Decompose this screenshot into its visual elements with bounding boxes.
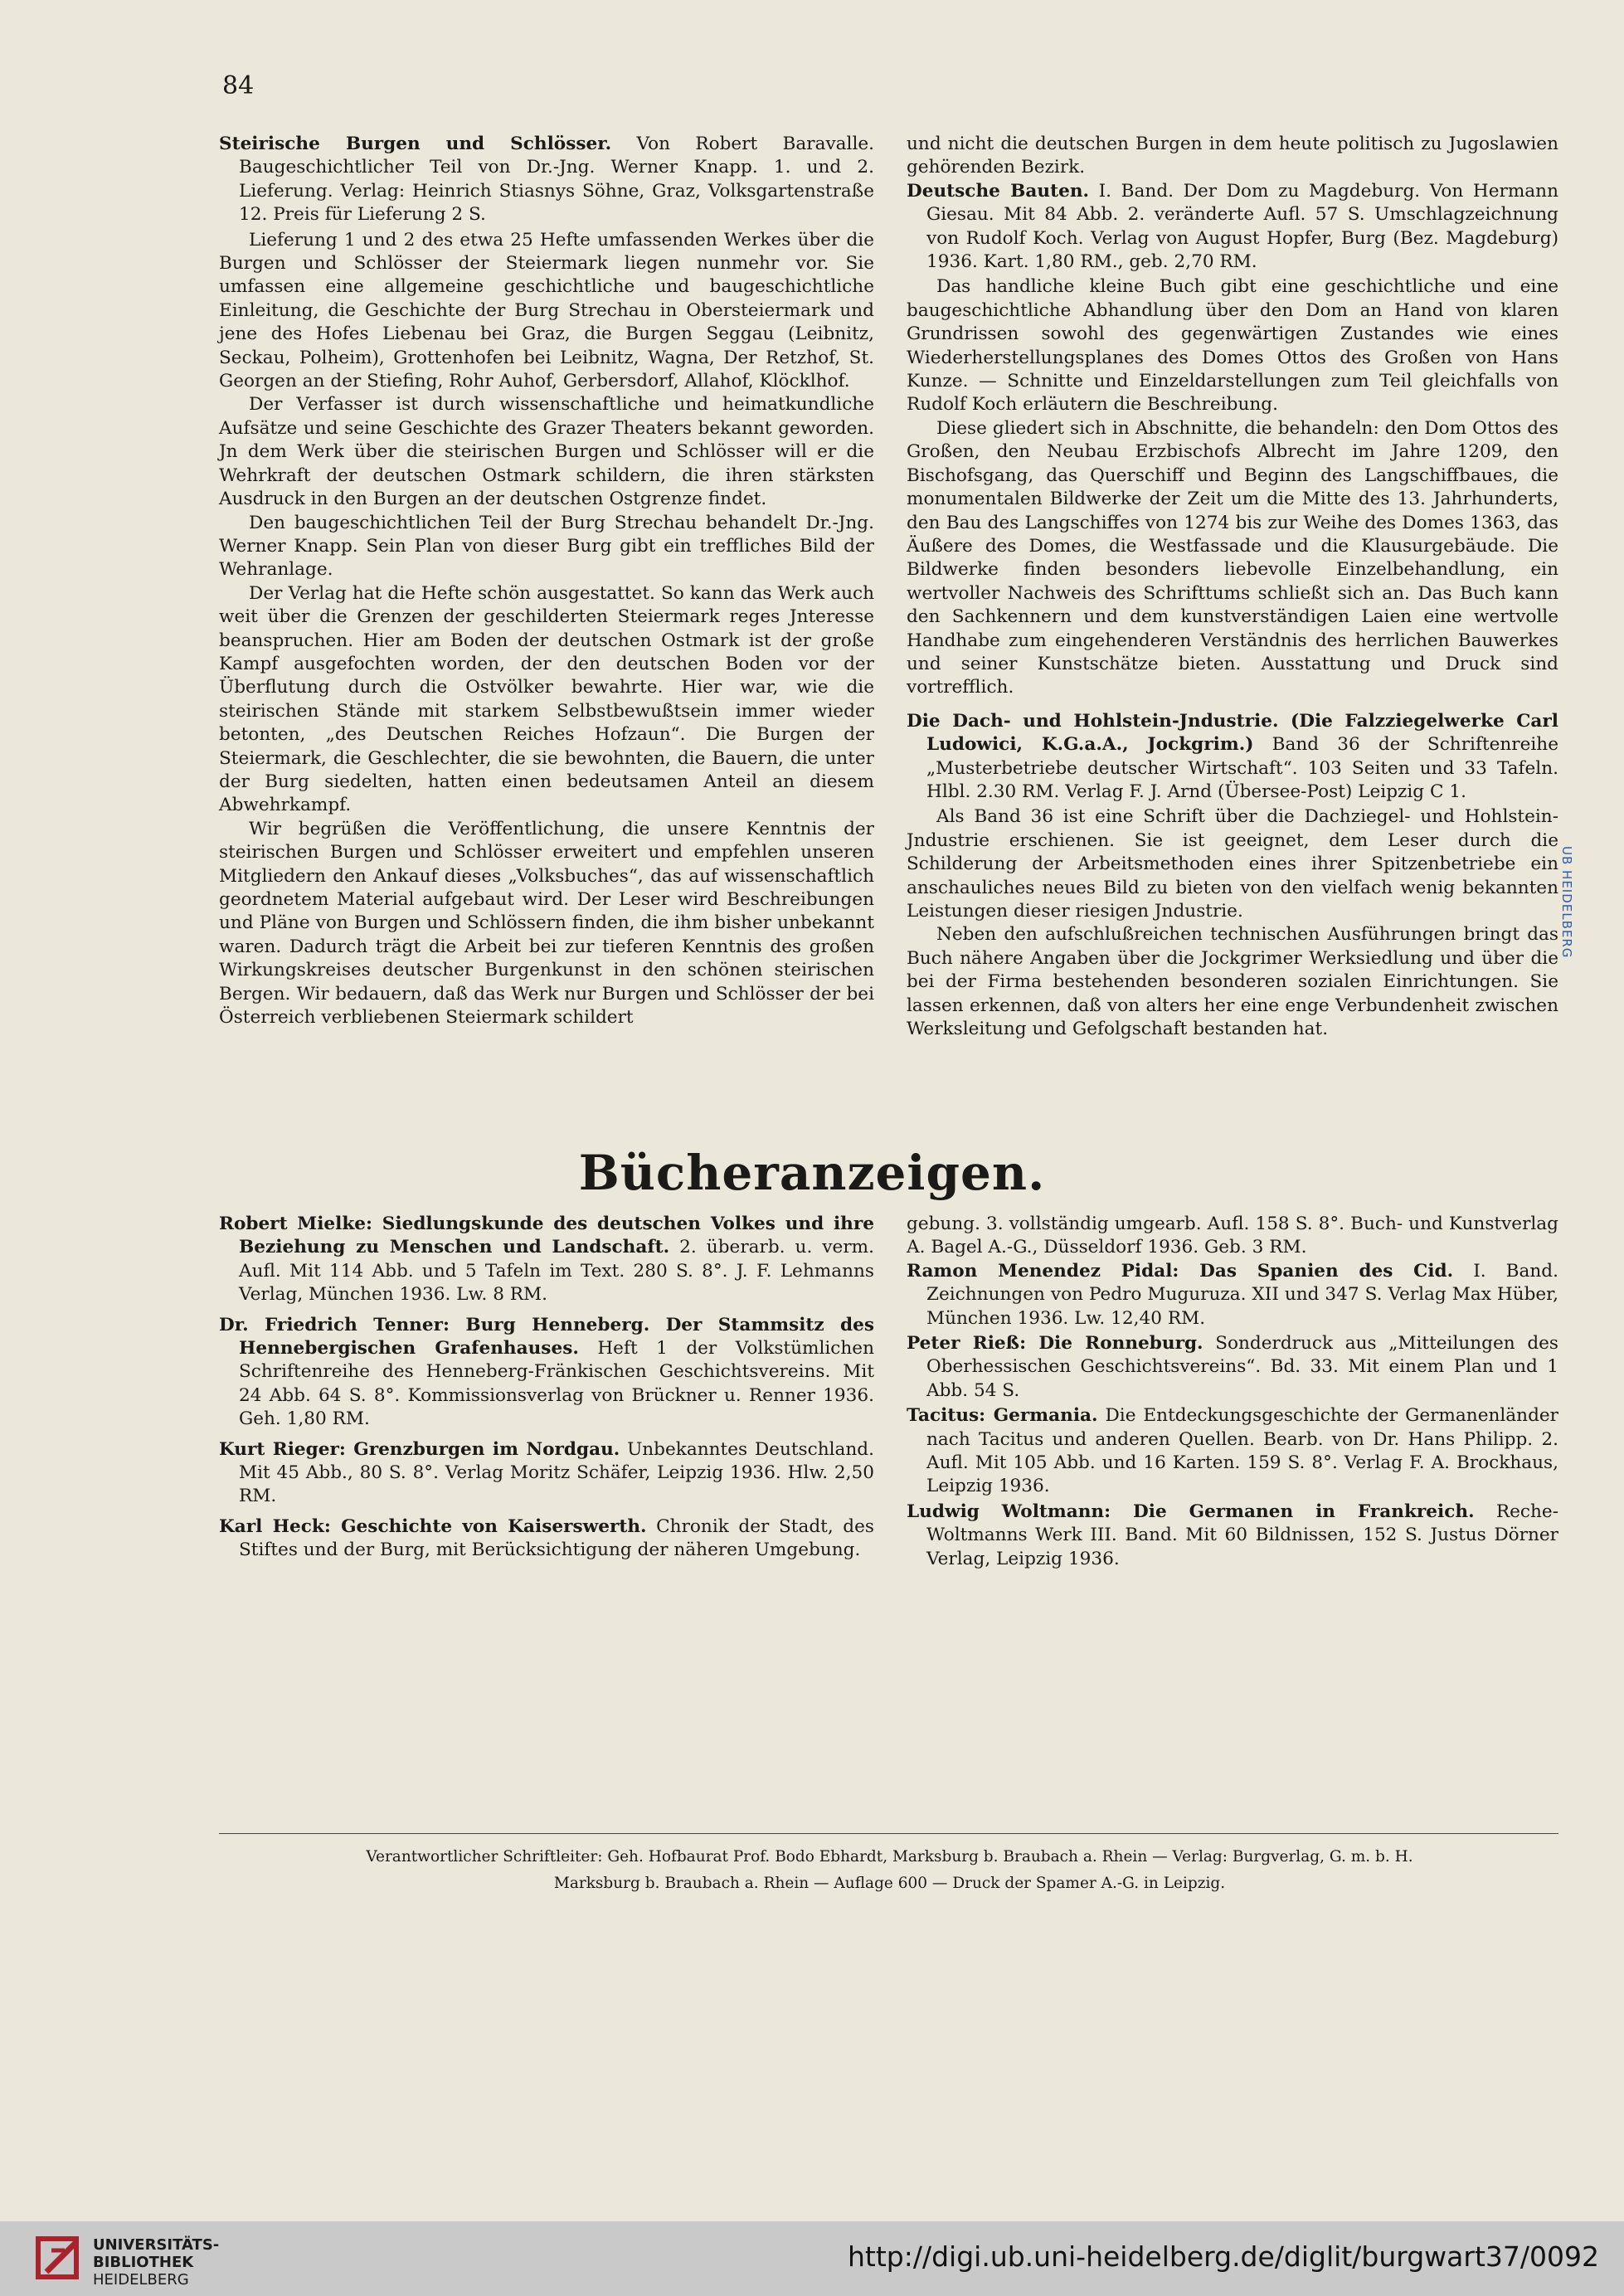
book-details: I. Band. Zeichnungen von Pedro Muguruza. XII und 347 S. Verlag Max Hüber, München 1936. Lw. 12,40 RM. [926, 1260, 1558, 1329]
article-paragraph: Der Verfasser ist durch wissenschaftliche und heimatkundliche Aufsätze und seine Geschichte des Grazer Theaters bekannt geworden. Jn dem Werk über die steirischen Burgen und Schlösser will er die Wehrkraft der deutschen Ostmark schildern, die ihren stärksten Ausdruck in den Burgen an der deutschen Ostgrenze findet. [219, 394, 874, 510]
library-name: UNIVERSITÄTS- BIBLIOTHEK HEIDELBERG [93, 2236, 220, 2289]
page-number: 84 [222, 71, 255, 100]
book-details: 2. überarb. u. verm. Aufl. Mit 114 Abb. und 5 Tafeln im Text. 280 S. 8°. J. F. Lehmanns Verlag, München 1936. Lw. 8 RM. [239, 1237, 874, 1306]
book-listing [219, 1515, 874, 1563]
article-paragraph: Neben den aufschlußreichen technischen Ausführungen bringt das Buch nähere Angaben über die Jockgrimer Werksiedlung und über die bei der Firma bestehenden besonderen sozialen Einrichtungen. Sie lassen erkennen, daß von alters her eine enge Verbundenheit zwischen Werksleitung und Gefolgschaft bestanden hat. [907, 924, 1558, 1040]
review-entry-burgen [219, 133, 874, 227]
article-column-right [907, 133, 1558, 1041]
article-paragraph: Wir begrüßen die Veröffentlichung, die unsere Kenntnis der steirischen Burgen und Schlösser erweitert und empfehlen unseren Mitgliedern den Ankauf dieses „Volksbuches“, das auf wissenschaftlich geordnetem Material aufgebaut wird. Der Leser wird Beschreibungen und Pläne von Burgen und Schlössern finden, die ihm bisher unbekannt waren. Dadurch trägt die Arbeit bei zur tieferen Kenntnis des großen Wirkungskreises deutscher Burgenkunst in den schönen steirischen Bergen. Wir bedauern, daß das Werk nur Burgen und Schlösser der bei Österreich verbliebenen Steiermark schildert [219, 818, 874, 1029]
book-details: Chronik der Stadt, des Stiftes und der Burg, mit Berücksichtigung der näheren Umgebung. [239, 1515, 874, 1561]
book-author-title: Robert Mielke: Siedlungskunde des deutschen Volkes und ihre Beziehung zu Menschen und Landschaft. [219, 1214, 874, 1258]
article-paragraph: Als Band 36 ist eine Schrift über die Dachziegel- und Hohlstein-Jndustrie erschienen. Sie ist geeignet, dem Leser durch die Schilderung der Arbeitsmethoden eines ihrer Spitzenbetriebe ein anschauliches neues Bild zu bieten von den vielfach wenig bekannten Leistungen dieser riesigen Jndustrie. [907, 806, 1558, 922]
book-listing [219, 1438, 874, 1509]
book-listing [907, 1332, 1558, 1403]
article-column-left [219, 133, 874, 1029]
book-author-title: Karl Heck: Geschichte von Kaiserswerth. [219, 1515, 647, 1537]
imprint-line-2: Marksburg b. Braubach a. Rhein — Auflage 600 — Druck der Spamer A.-G. in Leipzig. [553, 1875, 1226, 1892]
book-details: Die Entdeckungsgeschichte der Germanenländer nach Tacitus und anderen Quellen. Bearb. von Dr. Hans Philipp. 2. Aufl. Mit 105 Abb. und 16 Karten. 159 S. 8°. Verlag F. A. Brockhaus, Leipzig 1936. [926, 1405, 1558, 1497]
library-stamp: UB HEIDELBERG [1559, 846, 1574, 959]
book-listing [907, 1501, 1558, 1571]
article-paragraph: Der Verlag hat die Hefte schön ausgestattet. So kann das Werk auch weit über die Grenzen der geschilderten Steiermark reges Jnteresse beanspruchen. Hier am Boden der deutschen Ostmark ist der große Kampf ausgefochten worden, der den deutschen Boden vor der Überflutung durch die Ostvölker bewahrte. Hier war, wie die steirischen Stände mit starkem Selbstbewußtsein immer wieder betonten, „des Deutschen Reiches Hofzaun“. Die Burgen der Steiermark, die Geschlechter, die sie bewohnten, die Bauern, die unter der Burg siedelten, hatten einen bedeutsamen Anteil an diesem Abwehrkampf. [219, 582, 874, 816]
book-details: Reche-Woltmanns Werk III. Band. Mit 60 Bildnissen, 152 S. Justus Dörner Verlag, Leipzig 1936. [926, 1501, 1559, 1569]
permalink-url[interactable]: http://digi.ub.uni-heidelberg.de/diglit/burgwart37/0092 [848, 2240, 1599, 2273]
book-author-title: Ramon Menendez Pidal: Das Spanien des Cid. [907, 1260, 1454, 1282]
entry-details: Band 36 der Schriftenreihe „Musterbetriebe deutscher Wirtschaft“. 103 Seiten und 33 Tafeln. Hlbl. 2.30 RM. Verlag F. J. Arnd (Überseе-Post) Leipzig C 1. [926, 734, 1558, 802]
book-author-title: Ludwig Woltmann: Die Germanen in Frankreich. [907, 1501, 1475, 1522]
article-continuation: und nicht die deutschen Burgen in dem heute politisch zu Jugoslawien gehörenden Bezirk. [907, 134, 1558, 178]
entry-title: Steirische Burgen und Schlösser. [219, 134, 612, 154]
book-details: Unbekanntes Deutschland. Mit 45 Abb., 80 S. 8°. Verlag Moritz Schäfer, Leipzig 1936. Hlw. 2,50 RM. [239, 1438, 874, 1507]
article-paragraph: Lieferung 1 und 2 des etwa 25 Hefte umfassenden Werkes über die Burgen und Schlösser der Steiermark liegen nunmehr vor. Sie umfassen eine allgemeine geschichtliche und baugeschichtliche Einleitung, die Geschichte der Burg Strechau in Obersteiermark und jene des Hofes Liebenau bei Graz, die Burgen Seggau (Leibnitz, Seckau, Polheim), Grottenhofen bei Leibnitz, Wagna, Der Retzhof, St. Georgen an der Stiefing, Rohr Auhof, Gerbersdorf, Allahof, Klöcklhof. [219, 229, 874, 392]
book-author-title: Kurt Rieger: Grenzburgen im Nordgau. [219, 1438, 620, 1460]
university-library-logo-icon [35, 2234, 85, 2284]
book-author-title: Peter Rieß: Die Ronneburg. [907, 1333, 1203, 1355]
entry-title: Die Dach- und Hohlstein-Jndustrie. (Die Falzziegelwerke Carl Ludowici, K.G.a.A., Jockgrim.) [907, 710, 1558, 756]
entry-title: Deutsche Bauten. [907, 180, 1090, 202]
review-entry-dom [907, 180, 1558, 275]
footer-rule [219, 1833, 1558, 1834]
listing-column-right [907, 1213, 1558, 1573]
book-listing [219, 1213, 874, 1307]
book-author-title: Tacitus: Germania. [907, 1405, 1098, 1427]
book-author-title: Dr. Friedrich Tenner: Burg Henneberg. Der Stammsitz des Hennebergischen Grafenhauses. [219, 1314, 874, 1360]
article-paragraph: Diese gliedert sich in Abschnitte, die behandeln: den Dom Ottos des Großen, den Neubau Erzbischofs Albrecht im Jahre 1209, den Bischofsgang, das Querschiff und Beginn des Langschiffbaues, die monumentalen Bildwerke der Zeit um die Mitte des 13. Jahrhunderts, den Bau des Langschiffes von 1274 bis zur Weihe des Domes 1363, das Äußere des Domes, die Westfassade und die Klausurgebäude. Die Bildwerke finden besonders liebevolle Einzelbehandlung, ein wertvoller Nachweis des Schrifttums schließt sich an. Das Buch kann den Sachkennern und dem kunstverständigen Laien eine wertvolle Handhabe zum eingehenderen Verständnis des herrlichen Bauwerkes und seiner Kunstschätze bieten. Ausstattung und Druck sind vortrefflich. [907, 417, 1558, 698]
review-entry-dachziegel [907, 710, 1558, 805]
listing-column-left [219, 1213, 874, 1564]
book-listing [219, 1314, 874, 1432]
listing-continuation: gebung. 3. vollständig umgearb. Aufl. 158 S. 8°. Buch- und Kunstverlag A. Bagel A.-G., Düsseldorf 1936. Geb. 3 RM. [907, 1214, 1558, 1258]
article-paragraph: Das handliche kleine Buch gibt eine geschichtliche und eine baugeschichtliche Abhandlung über den Dom an Hand von klaren Grundrissen sowohl des gegenwärtigen Zustandes wie eines Wiederherstellungsplanes des Domes Ottos des Großen von Hans Kunze. — Schnitte und Einzeldarstellungen zum Teil gleichfalls von Rudolf Koch erläutern die Beschreibung. [907, 276, 1558, 416]
entry-details: I. Band. Der Dom zu Magdeburg. Von Hermann Giesau. Mit 84 Abb. 2. veränderte Aufl. 57 S. Umschlagzeichnung von Rudolf Koch. Verlag von August Hopfer, Burg (Bez. Magdeburg) 1936. Kart. 1,80 RM., geb. 2,70 RM. [926, 180, 1558, 273]
article-paragraph: Den baugeschichtlichen Teil der Burg Strechau behandelt Dr.-Jng. Werner Knapp. Sein Plan von dieser Burg gibt ein treffliches Bild der Wehranlage. [219, 512, 874, 581]
book-details: Heft 1 der Volkstümlichen Schriftenreihe des Henneberg-Fränkischen Geschichtsvereins. Mit 24 Abb. 64 S. 8°. Kommissionsverlag von Brückner u. Renner 1936. Geh. 1,80 RM. [239, 1338, 874, 1430]
section-heading: Bücheranzeigen. [578, 1145, 1046, 1201]
book-details: Sonderdruck aus „Mitteilungen des Oberhessischen Geschichtsvereins“. Bd. 33. Mit einem Plan und 1 Abb. 54 S. [926, 1333, 1559, 1401]
book-listing [907, 1404, 1558, 1499]
imprint-line-1: Verantwortlicher Schriftleiter: Geh. Hofbaurat Prof. Bodo Ebhardt, Marksburg b. Braubach a. Rhein — Verlag: Burgverlag, G. m. b. H. [366, 1848, 1413, 1866]
entry-details: Von Robert Baravalle. Baugeschichtlicher Teil von Dr.-Jng. Werner Knapp. 1. und 2. Lieferung. Verlag: Heinrich Stiasnys Söhne, Graz, Volksgartenstraße 12. Preis für Lieferung 2 S. [239, 134, 874, 226]
book-listing [907, 1260, 1558, 1330]
